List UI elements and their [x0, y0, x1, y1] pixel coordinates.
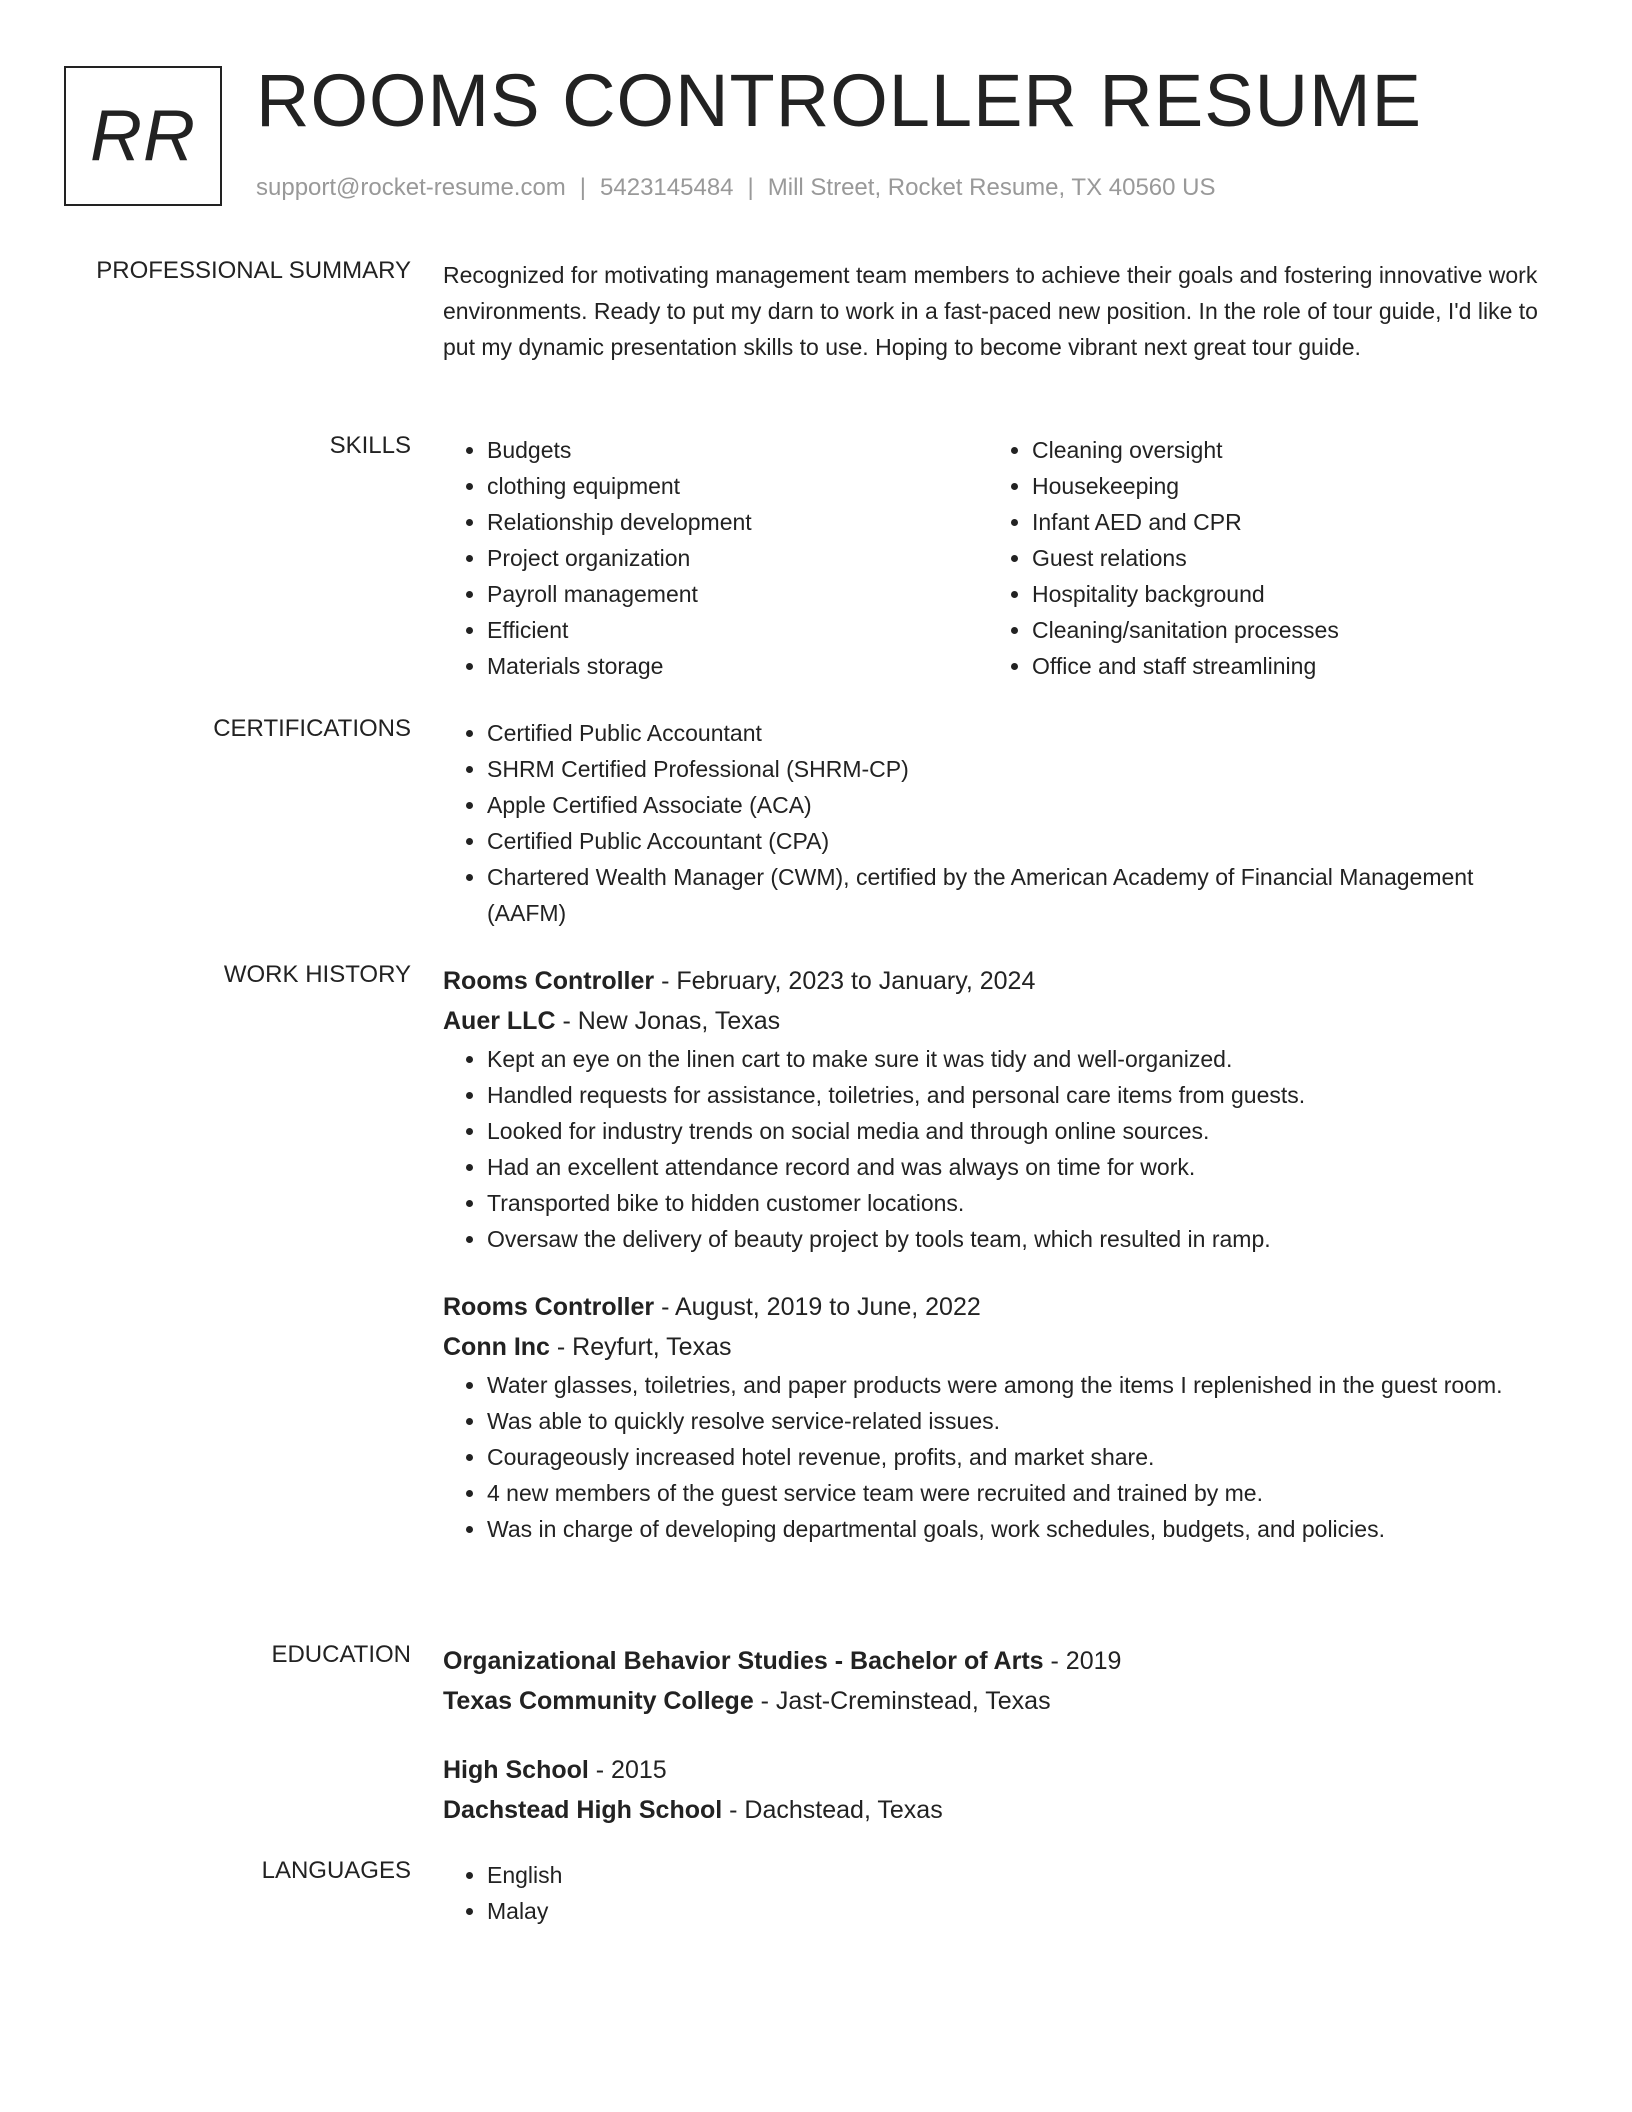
job-bullet: • Water glasses, toiletries, and paper products were among the items I replenished in the guest room. [487, 1367, 1543, 1403]
education-location: - Dachstead, Texas [722, 1796, 943, 1824]
education-entry [443, 1750, 1543, 1830]
job-bullet: • Courageously increased hotel revenue, profits, and market share. [487, 1439, 1543, 1475]
skill-item: • Project organization [487, 540, 988, 576]
skills-columns [443, 432, 1543, 684]
job-bullet: • Handled requests for assistance, toiletries, and personal care items from guests. [487, 1077, 1543, 1113]
job-company: Conn Inc [443, 1333, 550, 1361]
job-bullet: • Had an excellent attendance record and was always on time for work. [487, 1149, 1543, 1185]
job-entry [443, 1287, 1543, 1547]
education-label: EDUCATION [271, 1641, 411, 1668]
skills-column-right [988, 432, 1533, 684]
resume-title: ROOMS CONTROLLER RESUME [256, 59, 1423, 142]
certification-item: • SHRM Certified Professional (SHRM-CP) [487, 751, 1543, 787]
job-dates: - August, 2019 to June, 2022 [654, 1293, 981, 1321]
certification-item: • Apple Certified Associate (ACA) [487, 787, 1543, 823]
job-location: - New Jonas, Texas [555, 1007, 781, 1035]
skills-column-left [443, 432, 988, 684]
skills-label: SKILLS [329, 432, 411, 459]
job-location: - Reyfurt, Texas [549, 1333, 732, 1361]
skill-item: • Efficient [487, 612, 988, 648]
work-body [443, 961, 1543, 1547]
certification-item: • Certified Public Accountant (CPA) [487, 823, 1543, 859]
skill-item: • Relationship development [487, 504, 988, 540]
monogram-box [64, 66, 222, 206]
education-degree: Organizational Behavior Studies - Bachelor of Arts [443, 1647, 1044, 1675]
job-bullet: • Looked for industry trends on social media and through online sources. [487, 1113, 1543, 1149]
job-bullet: • Was able to quickly resolve service-related issues. [487, 1403, 1543, 1439]
skill-item: • Payroll management [487, 576, 988, 612]
language-item: • English [487, 1857, 1543, 1893]
monogram-initials: RR [90, 96, 196, 176]
education-entry [443, 1641, 1543, 1721]
job-entry [443, 961, 1543, 1257]
education-degree-line [443, 1750, 1543, 1790]
contact-separator: | [747, 174, 754, 201]
summary-text: Recognized for motivating management team members to achieve their goals and fostering innovative work environments. Ready to put my darn to work in a fast-paced new position. In the role of tour guide, I'd like to put my dynamic presentation skills to use. Hoping to become vibrant next great tour guide. [443, 262, 1538, 360]
skill-item: • Cleaning oversight [1032, 432, 1533, 468]
job-title-line [443, 1287, 1543, 1327]
skill-item: • clothing equipment [487, 468, 988, 504]
contact-email: support@rocket-resume.com [256, 174, 566, 201]
job-bullet: • Kept an eye on the linen cart to make sure it was tidy and well-organized. [487, 1041, 1543, 1077]
job-bullet: • Oversaw the delivery of beauty project by tools team, which resulted in ramp. [487, 1221, 1543, 1257]
job-bullets [443, 1367, 1543, 1547]
certifications-label: CERTIFICATIONS [213, 715, 411, 742]
language-item: • Malay [487, 1893, 1543, 1929]
education-location: - Jast-Creminstead, Texas [753, 1687, 1051, 1715]
skill-item: • Infant AED and CPR [1032, 504, 1533, 540]
education-school-line [443, 1790, 1543, 1830]
job-company-line [443, 1001, 1543, 1041]
job-title: Rooms Controller [443, 967, 655, 995]
skill-item: • Housekeeping [1032, 468, 1533, 504]
contact-address: Mill Street, Rocket Resume, TX 40560 US [767, 174, 1216, 201]
skill-item: • Guest relations [1032, 540, 1533, 576]
certification-item: • Certified Public Accountant [487, 715, 1543, 751]
skill-item: • Cleaning/sanitation processes [1032, 612, 1533, 648]
skill-item: • Hospitality background [1032, 576, 1533, 612]
education-body [443, 1641, 1543, 1830]
job-bullet: • 4 new members of the guest service team were recruited and trained by me. [487, 1475, 1543, 1511]
skill-item: • Budgets [487, 432, 988, 468]
education-degree-line [443, 1641, 1543, 1681]
summary-body [443, 257, 1543, 365]
skill-item: • Office and staff streamlining [1032, 648, 1533, 684]
skill-item: • Materials storage [487, 648, 988, 684]
certifications-body [443, 715, 1543, 931]
education-year: - 2015 [588, 1756, 667, 1784]
summary-label: PROFESSIONAL SUMMARY [96, 257, 411, 284]
job-bullet: • Transported bike to hidden customer locations. [487, 1185, 1543, 1221]
education-year: - 2019 [1043, 1647, 1122, 1675]
education-school: Texas Community College [443, 1687, 754, 1715]
job-dates: - February, 2023 to January, 2024 [654, 967, 1036, 995]
contact-separator: | [579, 174, 587, 201]
contact-line [256, 174, 1216, 202]
job-title: Rooms Controller [443, 1293, 655, 1321]
certification-item: • Chartered Wealth Manager (CWM), certified by the American Academy of Financial Management (AAFM) [487, 859, 1543, 931]
languages-label: LANGUAGES [261, 1857, 411, 1884]
work-label: WORK HISTORY [223, 961, 411, 988]
job-title-line [443, 961, 1543, 1001]
job-bullets [443, 1041, 1543, 1257]
job-company: Auer LLC [443, 1007, 556, 1035]
contact-phone: 5423145484 [600, 174, 734, 201]
job-company-line [443, 1327, 1543, 1367]
education-school-line [443, 1681, 1543, 1721]
education-degree: High School [443, 1756, 589, 1784]
job-bullet: • Was in charge of developing departmental goals, work schedules, budgets, and policies. [487, 1511, 1543, 1547]
education-school: Dachstead High School [443, 1796, 723, 1824]
languages-body [443, 1857, 1543, 1929]
